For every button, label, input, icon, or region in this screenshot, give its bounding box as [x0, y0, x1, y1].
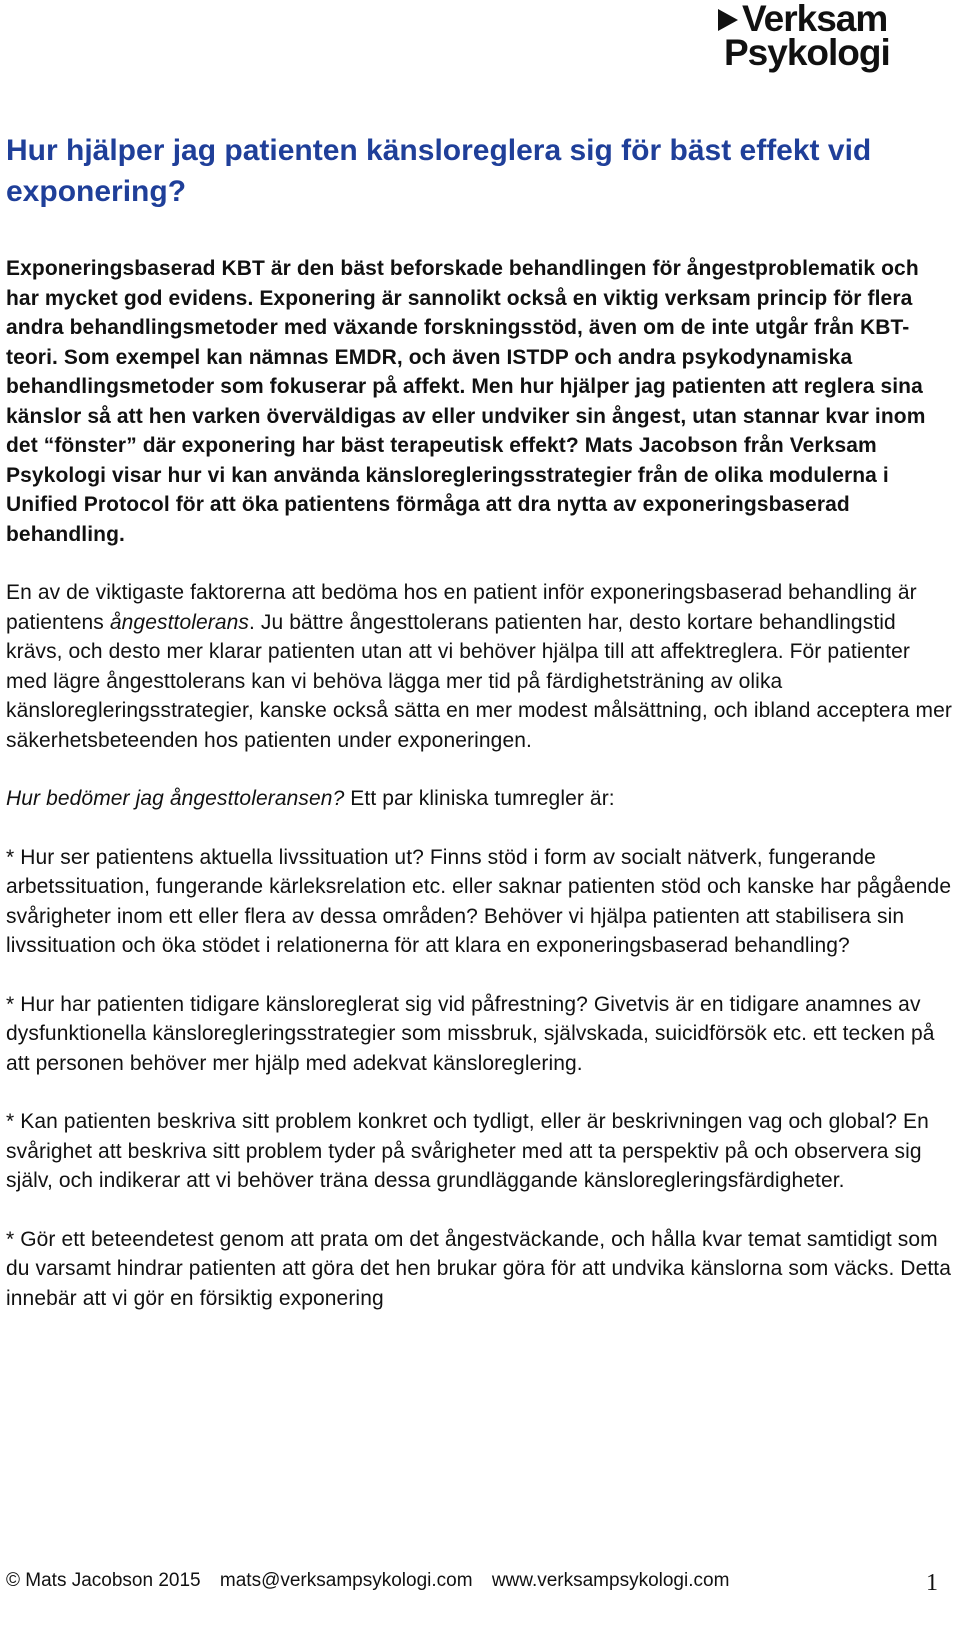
page-number: 1: [926, 1570, 938, 1596]
document-title: Hur hjälper jag patienten känsloreglera sig för bäst effekt vid exponering?: [6, 134, 872, 208]
intro-paragraph: Exponeringsbaserad KBT är den bäst beforskade behandlingen för ångestproblematik och har mycket god evidens. Exponering är sannolikt också en viktig verksam princip för flera andra behandlingsmetoder med växande forskningsstöd, även om de inte utgår från KBT-teori. Som exempel kan nämnas EMDR, och även ISTDP och andra psykodynamiska behandlingsmetoder som fokuserar på affekt. Men hur hjälper jag patienten att reglera sina känslor så att hen varken överväldigas av eller undviker sin ångest, utan stannar kvar inom det “fönster” där exponering har bäst terapeutisk effekt? Mats Jacobson från Verksam Psykologi visar hur vi kan använda känsloregleringsstrategier från de olika modulerna i Unified Protocol för att öka patientens förmåga att dra nytta av exponeringsbaserad behandling.: [6, 257, 926, 546]
document-body: [6, 130, 956, 1342]
tolerance-emphasis: ångesttolerans: [109, 610, 250, 634]
logo-line-1: [718, 0, 888, 39]
footer-copyright: © Mats Jacobson 2015: [6, 1570, 201, 1591]
rule-item-beskriva-problem: * Kan patienten beskriva sitt problem konkret och tydligt, eller är beskrivningen vag och global? En svårighet att beskriva sitt problem tyder på svårigheter med att ta perspektiv på och observera sig själv, och indikerar att vi behöver träna dessa grundläggande känsloregleringsfärdigheter.: [6, 1110, 929, 1192]
footer-website-link[interactable]: www.verksampsykologi.com: [491, 1570, 730, 1591]
assessment-intro: Ett par kliniska tumregler är:: [344, 787, 615, 810]
assessment-question: Hur bedömer jag ångesttoleransen?: [6, 787, 345, 810]
rule-item-tidigare-reglering: * Hur har patienten tidigare känsloreglerat sig vid påfrestning? Givetvis är en tidigare anamnes av dysfunktionella känsloregleringsstrategier som missbruk, självskada, suicidförsök etc. ett tecken på att personen behöver mer hjälp med adekvat känsloreglering.: [6, 992, 935, 1075]
logo-text-psykologi: Psykologi: [724, 32, 890, 73]
tolerance-text-before: En av de viktigaste faktorerna att bedöma hos en patient inför exponeringsbaserad behandling är patientens: [6, 581, 917, 634]
brand-logo: [718, 0, 948, 78]
footer-email-link[interactable]: mats@verksampsykologi.com: [219, 1570, 473, 1591]
tolerance-text-after: . Ju bättre ångesttolerans patienten har, desto kortare behandlingstid krävs, och desto mer klarar patienten utan att vi behöver hjälpa till att affektreglera. För patienter med lägre ångesttolerans kan vi behöva lägga mer tid på färdighetsträning av olika känsloregleringsstrategier, kanske också sätta en mer modest målsättning, och ibland acceptera mer säkerhetsbeteenden hos patienten under exponeringen.: [6, 610, 952, 752]
play-arrow-icon: [718, 9, 738, 31]
page-footer: [6, 1568, 954, 1594]
tolerance-paragraph: [6, 578, 956, 755]
rule-item-livssituation: * Hur ser patientens aktuella livssituation ut? Finns stöd i form av socialt nätverk, fungerande arbetssituation, fungerande kärleksrelation etc. eller saknar patienten stöd och kanske har pågående svårigheter inom ett eller flera av dessa områden? Behöver vi hjälpa patienten att stabilisera sin livssituation och öka stödet i relationerna för att klara en exponeringsbaserad behandling?: [6, 845, 952, 957]
assessment-question-paragraph: [6, 784, 956, 814]
rule-item-beteendetest: * Gör ett beteendetest genom att prata om det ångestväckande, och hålla kvar temat samtidigt som du varsamt hindrar patienten att göra det hen brukar göra för att undvika känslorna som väcks. Detta innebär att vi gör en försiktig exponering: [6, 1227, 952, 1310]
logo-text-verksam: Verksam: [742, 0, 888, 39]
